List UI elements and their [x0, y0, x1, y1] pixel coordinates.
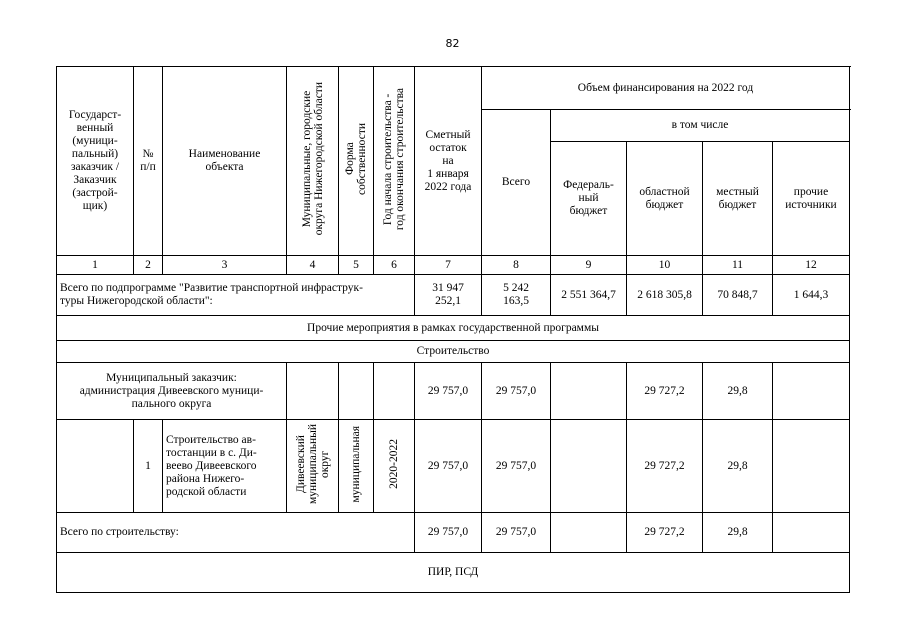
- column-numbers-row: [57, 256, 850, 275]
- subprogram-total-row: [57, 275, 850, 316]
- empty-cell: [773, 363, 850, 420]
- header-district-cell: [287, 67, 339, 256]
- header-district: Муниципальные, городские округа Нижегородской области: [300, 82, 325, 236]
- object-years: 2020-2022: [388, 439, 400, 489]
- section-pir-row: [57, 553, 850, 593]
- header-regional: областной бюджет: [627, 142, 703, 256]
- header-number: № п/п: [134, 67, 163, 256]
- column-number: 2: [134, 256, 163, 275]
- empty-cell: [773, 513, 850, 553]
- header-row-1: [57, 67, 850, 110]
- customer-estimate: 29 757,0: [415, 363, 482, 420]
- empty-cell: [374, 363, 415, 420]
- object-row: [57, 420, 850, 513]
- subprogram-total-label: Всего по подпрограмме "Развитие транспортной инфраструк- туры Нижегородской области":: [57, 275, 415, 316]
- object-estimate: 29 757,0: [415, 420, 482, 513]
- column-number: 5: [339, 256, 374, 275]
- subprogram-local: 70 848,7: [703, 275, 773, 316]
- column-number: 4: [287, 256, 339, 275]
- construction-estimate: 29 757,0: [415, 513, 482, 553]
- column-number: 6: [374, 256, 415, 275]
- column-number: 12: [773, 256, 850, 275]
- object-district-cell: [287, 420, 339, 513]
- object-name: Строительство ав- тостанции в с. Ди- веево Дивеевского района Нижего- родской области: [163, 420, 287, 513]
- object-total: 29 757,0: [482, 420, 551, 513]
- construction-total: 29 757,0: [482, 513, 551, 553]
- column-number: 7: [415, 256, 482, 275]
- section-pir-title: ПИР, ПСД: [57, 553, 850, 593]
- header-other: прочие источники: [773, 142, 850, 256]
- object-regional: 29 727,2: [627, 420, 703, 513]
- customer-local: 29,8: [703, 363, 773, 420]
- subprogram-other: 1 644,3: [773, 275, 850, 316]
- customer-total: 29 757,0: [482, 363, 551, 420]
- subprogram-regional: 2 618 305,8: [627, 275, 703, 316]
- subprogram-total: 5 242 163,5: [482, 275, 551, 316]
- construction-regional: 29 727,2: [627, 513, 703, 553]
- object-district: Дивеевский муниципальный округ: [294, 423, 331, 505]
- header-financing: Объем финансирования на 2022 год: [482, 67, 850, 110]
- object-ownership-cell: [339, 420, 374, 513]
- empty-cell: [551, 420, 627, 513]
- column-number: 9: [551, 256, 627, 275]
- customer-regional: 29 727,2: [627, 363, 703, 420]
- customer-label: Муниципальный заказчик: администрация Дивеевского муници- пального округа: [57, 363, 287, 420]
- object-ownership: муниципальная: [350, 425, 362, 503]
- construction-total-row: [57, 513, 850, 553]
- header-ownership-cell: [339, 67, 374, 256]
- column-number: 10: [627, 256, 703, 275]
- page-number: 82: [445, 37, 460, 50]
- subprogram-federal: 2 551 364,7: [551, 275, 627, 316]
- header-total: Всего: [482, 110, 551, 256]
- column-number: 3: [163, 256, 287, 275]
- column-number: 1: [57, 256, 134, 275]
- column-number: 11: [703, 256, 773, 275]
- empty-cell: [287, 363, 339, 420]
- section-other-row: [57, 316, 850, 341]
- financing-table: [56, 66, 850, 593]
- subprogram-estimate: 31 947 252,1: [415, 275, 482, 316]
- header-object-name: Наименование объекта: [163, 67, 287, 256]
- section-other-title: Прочие мероприятия в рамках государственной программы: [57, 316, 850, 341]
- header-ownership: Форма собственности: [344, 123, 368, 195]
- customer-row: [57, 363, 850, 420]
- empty-cell: [551, 363, 627, 420]
- construction-local: 29,8: [703, 513, 773, 553]
- empty-cell: [57, 420, 134, 513]
- header-years: Год начала строительства - год окончания строительства: [382, 87, 406, 231]
- empty-cell: [551, 513, 627, 553]
- header-including: в том числе: [551, 110, 850, 142]
- object-number: 1: [134, 420, 163, 513]
- construction-total-label: Всего по строительству:: [57, 513, 415, 553]
- header-estimate-balance: Сметный остаток на 1 января 2022 года: [415, 67, 482, 256]
- empty-cell: [773, 420, 850, 513]
- object-years-cell: [374, 420, 415, 513]
- section-construction-title: Строительство: [57, 341, 850, 363]
- header-federal: Федераль- ный бюджет: [551, 142, 627, 256]
- empty-cell: [339, 363, 374, 420]
- header-local: местный бюджет: [703, 142, 773, 256]
- column-number: 8: [482, 256, 551, 275]
- header-years-cell: [374, 67, 415, 256]
- section-construction-row: [57, 341, 850, 363]
- header-customer: Государст- венный (муници- пальный) заказчик / Заказчик (застрой- щик): [57, 67, 134, 256]
- object-local: 29,8: [703, 420, 773, 513]
